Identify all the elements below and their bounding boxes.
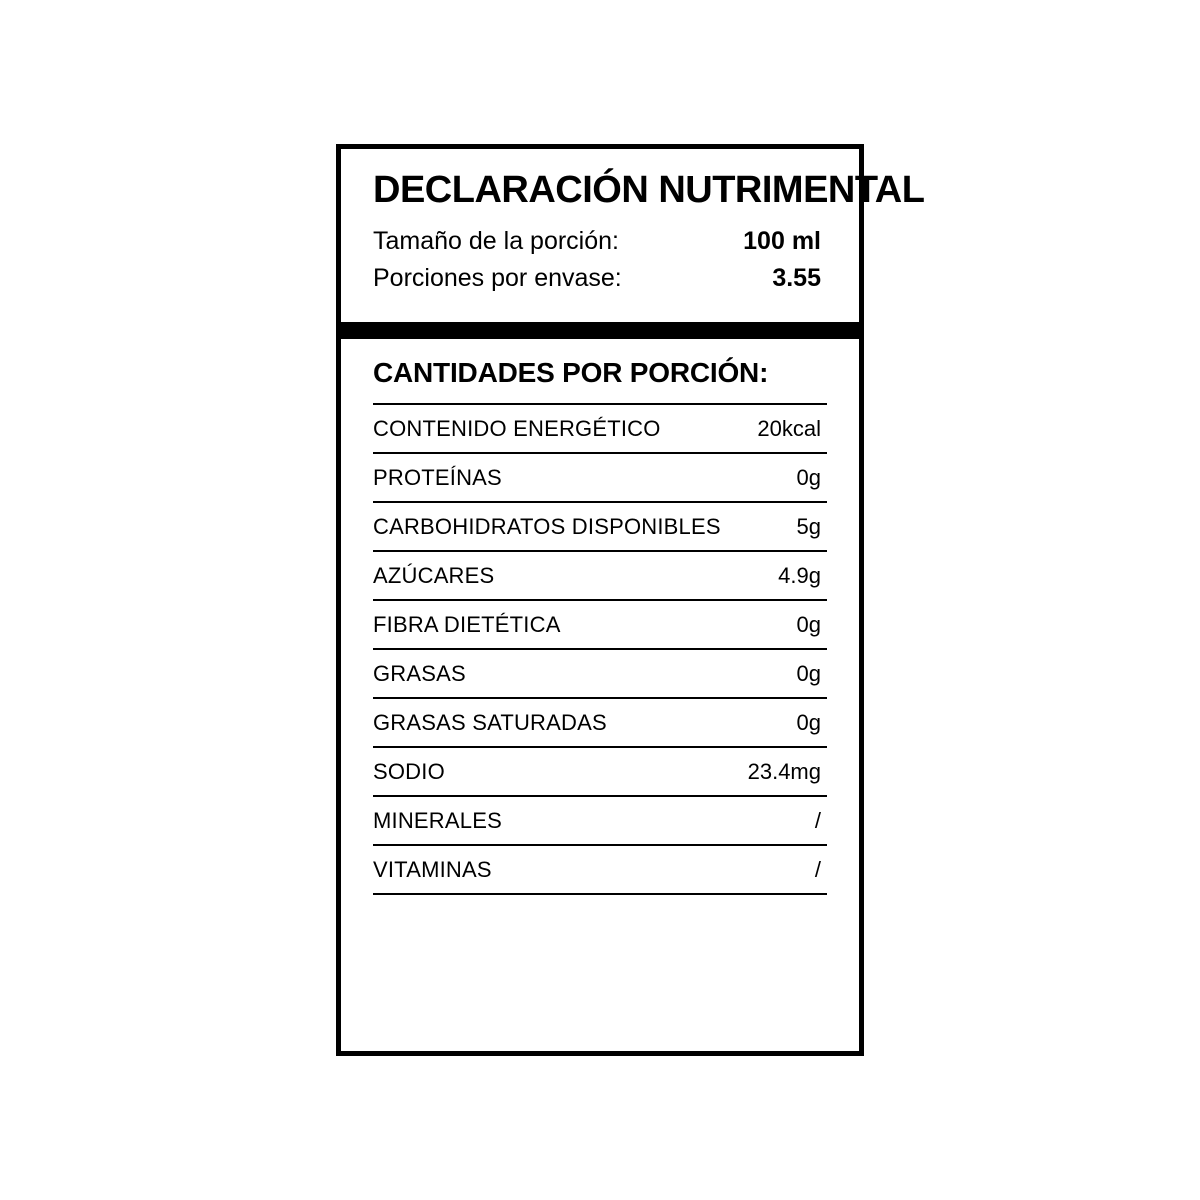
- nutrient-name: FIBRA DIETÉTICA: [373, 611, 561, 637]
- amounts-per-serving-heading: CANTIDADES POR PORCIÓN:: [373, 356, 769, 388]
- servings-per-container-label: Porciones por envase:: [373, 264, 622, 293]
- table-row: [373, 796, 827, 845]
- table-row: [373, 698, 827, 747]
- section-divider: [341, 322, 859, 339]
- table-row: [373, 747, 827, 796]
- nutrient-name: GRASAS SATURADAS: [373, 709, 607, 735]
- nutrient-value: 0g: [796, 464, 821, 490]
- amounts-per-serving-section: [341, 339, 859, 895]
- nutrient-name: SODIO: [373, 758, 445, 784]
- servings-per-container-row: [373, 260, 827, 298]
- table-row: [373, 453, 827, 502]
- nutrient-name: VITAMINAS: [373, 856, 492, 882]
- nutrient-table: [373, 403, 827, 895]
- nutrient-name: GRASAS: [373, 660, 466, 686]
- table-row: [373, 600, 827, 649]
- nutrient-value: /: [814, 807, 821, 833]
- serving-size-row: [373, 223, 827, 261]
- serving-size-label: Tamaño de la porción:: [373, 226, 619, 255]
- page-title: DECLARACIÓN NUTRIMENTAL: [373, 169, 925, 211]
- servings-per-container-value: 3.55: [772, 264, 821, 293]
- nutrient-name: PROTEÍNAS: [373, 464, 502, 490]
- nutrient-name: CARBOHIDRATOS DISPONIBLES: [373, 513, 721, 539]
- nutrient-value: 5g: [796, 513, 821, 539]
- nutrient-value: 4.9g: [778, 562, 821, 588]
- nutrient-value: 0g: [796, 709, 821, 735]
- nutrient-name: CONTENIDO ENERGÉTICO: [373, 415, 661, 441]
- nutrient-name: AZÚCARES: [373, 562, 495, 588]
- table-row: [373, 551, 827, 600]
- nutrient-value: 20kcal: [757, 415, 821, 441]
- nutrient-value: 23.4mg: [747, 758, 821, 784]
- nutrient-name: MINERALES: [373, 807, 502, 833]
- table-row: [373, 502, 827, 551]
- nutrition-facts-panel: [336, 144, 925, 1056]
- serving-information-section: [341, 149, 925, 308]
- nutrient-value: /: [814, 856, 821, 882]
- nutrient-value: 0g: [796, 660, 821, 686]
- table-row: [373, 649, 827, 698]
- table-row: [373, 404, 827, 453]
- nutrient-value: 0g: [796, 611, 821, 637]
- serving-size-value: 100 ml: [743, 226, 821, 255]
- table-row: [373, 845, 827, 894]
